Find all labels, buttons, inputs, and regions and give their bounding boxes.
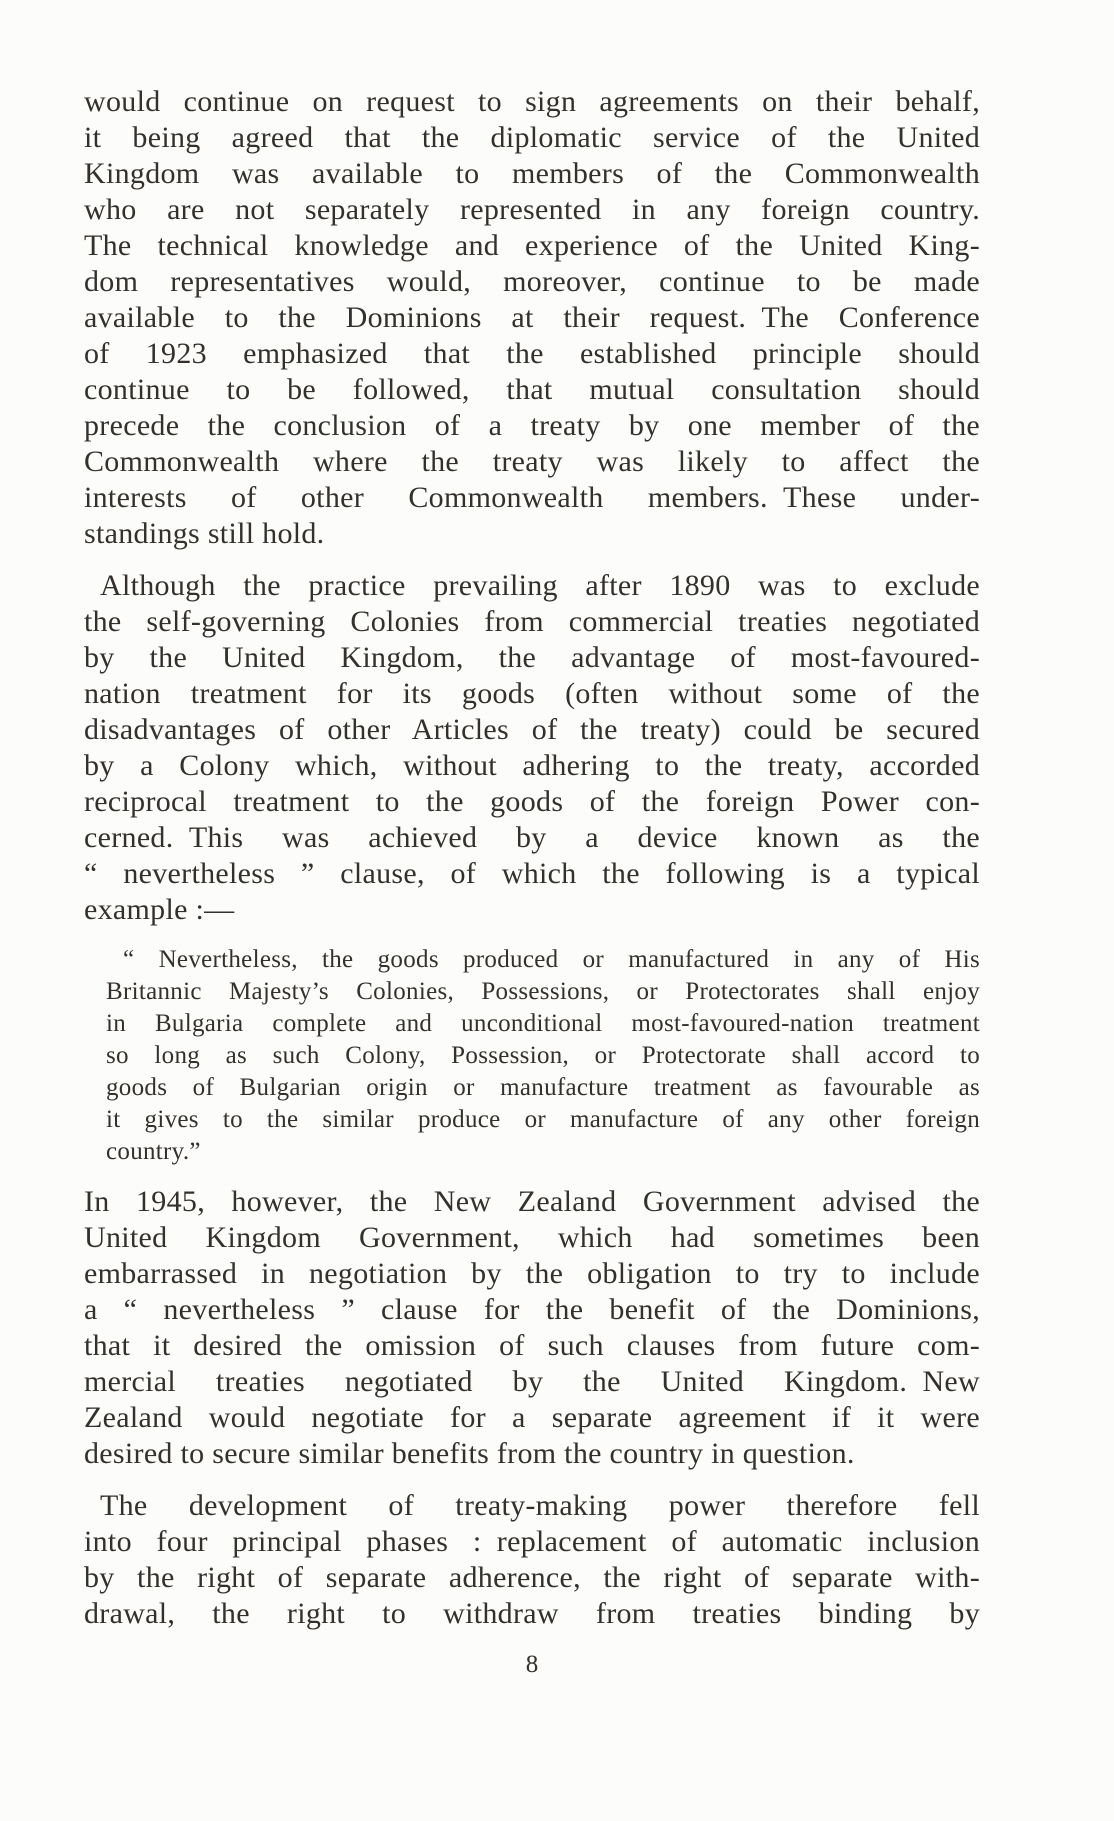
text-line: United Kingdom Government, which had sometimes been (84, 1221, 980, 1254)
text-line: The technical knowledge and experience of the United King- (84, 229, 980, 262)
text-line: “ nevertheless ” clause, of which the following is a typical (84, 857, 980, 890)
text-line: interests of other Commonwealth members. These under- (84, 481, 980, 514)
text-line: continue to be followed, that mutual consultation should (84, 373, 980, 406)
paragraph-although-practice (84, 568, 980, 928)
text-line: it being agreed that the diplomatic service of the United (84, 121, 980, 154)
text-line: the self-governing Colonies from commercial treaties negotiated (84, 605, 980, 638)
text-line: Britannic Majesty’s Colonies, Possessions, or Protectorates shall enjoy (106, 978, 980, 1005)
text-line: into four principal phases : replacement of automatic inclusion (84, 1525, 980, 1558)
paragraph-development-phases (84, 1488, 980, 1632)
text-line: Zealand would negotiate for a separate agreement if it were (84, 1401, 980, 1434)
text-line: disadvantages of other Articles of the treaty) could be secured (84, 713, 980, 746)
text-line: Kingdom was available to members of the Commonwealth (84, 157, 980, 190)
text-line: it gives to the similar produce or manufacture of any other foreign (106, 1106, 980, 1133)
text-line: cerned. This was achieved by a device known as the (84, 821, 980, 854)
text-line: example :— (84, 893, 235, 926)
text-line: by a Colony which, without adhering to the treaty, accorded (84, 749, 980, 782)
text-line: a “ nevertheless ” clause for the benefit of the Dominions, (84, 1293, 980, 1326)
text-line: “ Nevertheless, the goods produced or manufactured in any of His (123, 946, 980, 973)
text-line: dom representatives would, moreover, continue to be made (84, 265, 980, 298)
text-line: by the right of separate adherence, the right of separate with- (84, 1561, 980, 1594)
text-line: goods of Bulgarian origin or manufacture treatment as favourable as (106, 1074, 980, 1101)
text-line: Commonwealth where the treaty was likely to affect the (84, 445, 980, 478)
text-line: would continue on request to sign agreements on their behalf, (84, 85, 980, 118)
text-line: precede the conclusion of a treaty by one member of the (84, 409, 980, 442)
blockquote-nevertheless-clause (106, 944, 980, 1168)
text-line: standings still hold. (84, 517, 325, 550)
text-line: so long as such Colony, Possession, or Protectorate shall accord to (106, 1042, 980, 1069)
text-line: nation treatment for its goods (often without some of the (84, 677, 980, 710)
text-line: that it desired the omission of such clauses from future com- (84, 1329, 980, 1362)
text-line: country.” (106, 1138, 201, 1165)
text-line: of 1923 emphasized that the established principle should (84, 337, 980, 370)
page-number: 8 (525, 1651, 539, 1678)
text-line: who are not separately represented in any foreign country. (84, 193, 980, 226)
text-line: Although the practice prevailing after 1890 was to exclude (100, 569, 980, 602)
text-line: in Bulgaria complete and unconditional most-favoured-nation treatment (106, 1010, 980, 1037)
text-line: embarrassed in negotiation by the obligation to try to include (84, 1257, 980, 1290)
paragraph-treaty-continuation (84, 84, 980, 552)
text-line: The development of treaty-making power therefore fell (100, 1489, 980, 1522)
text-line: by the United Kingdom, the advantage of most-favoured- (84, 641, 980, 674)
text-line: available to the Dominions at their request. The Conference (84, 301, 980, 334)
text-line: mercial treaties negotiated by the United Kingdom. New (84, 1365, 980, 1398)
paragraph-in-1945 (84, 1184, 980, 1472)
text-line: drawal, the right to withdraw from treaties binding by (84, 1597, 980, 1630)
text-line: desired to secure similar benefits from the country in question. (84, 1437, 855, 1470)
text-line: reciprocal treatment to the goods of the foreign Power con- (84, 785, 980, 818)
text-line: In 1945, however, the New Zealand Government advised the (84, 1185, 980, 1218)
